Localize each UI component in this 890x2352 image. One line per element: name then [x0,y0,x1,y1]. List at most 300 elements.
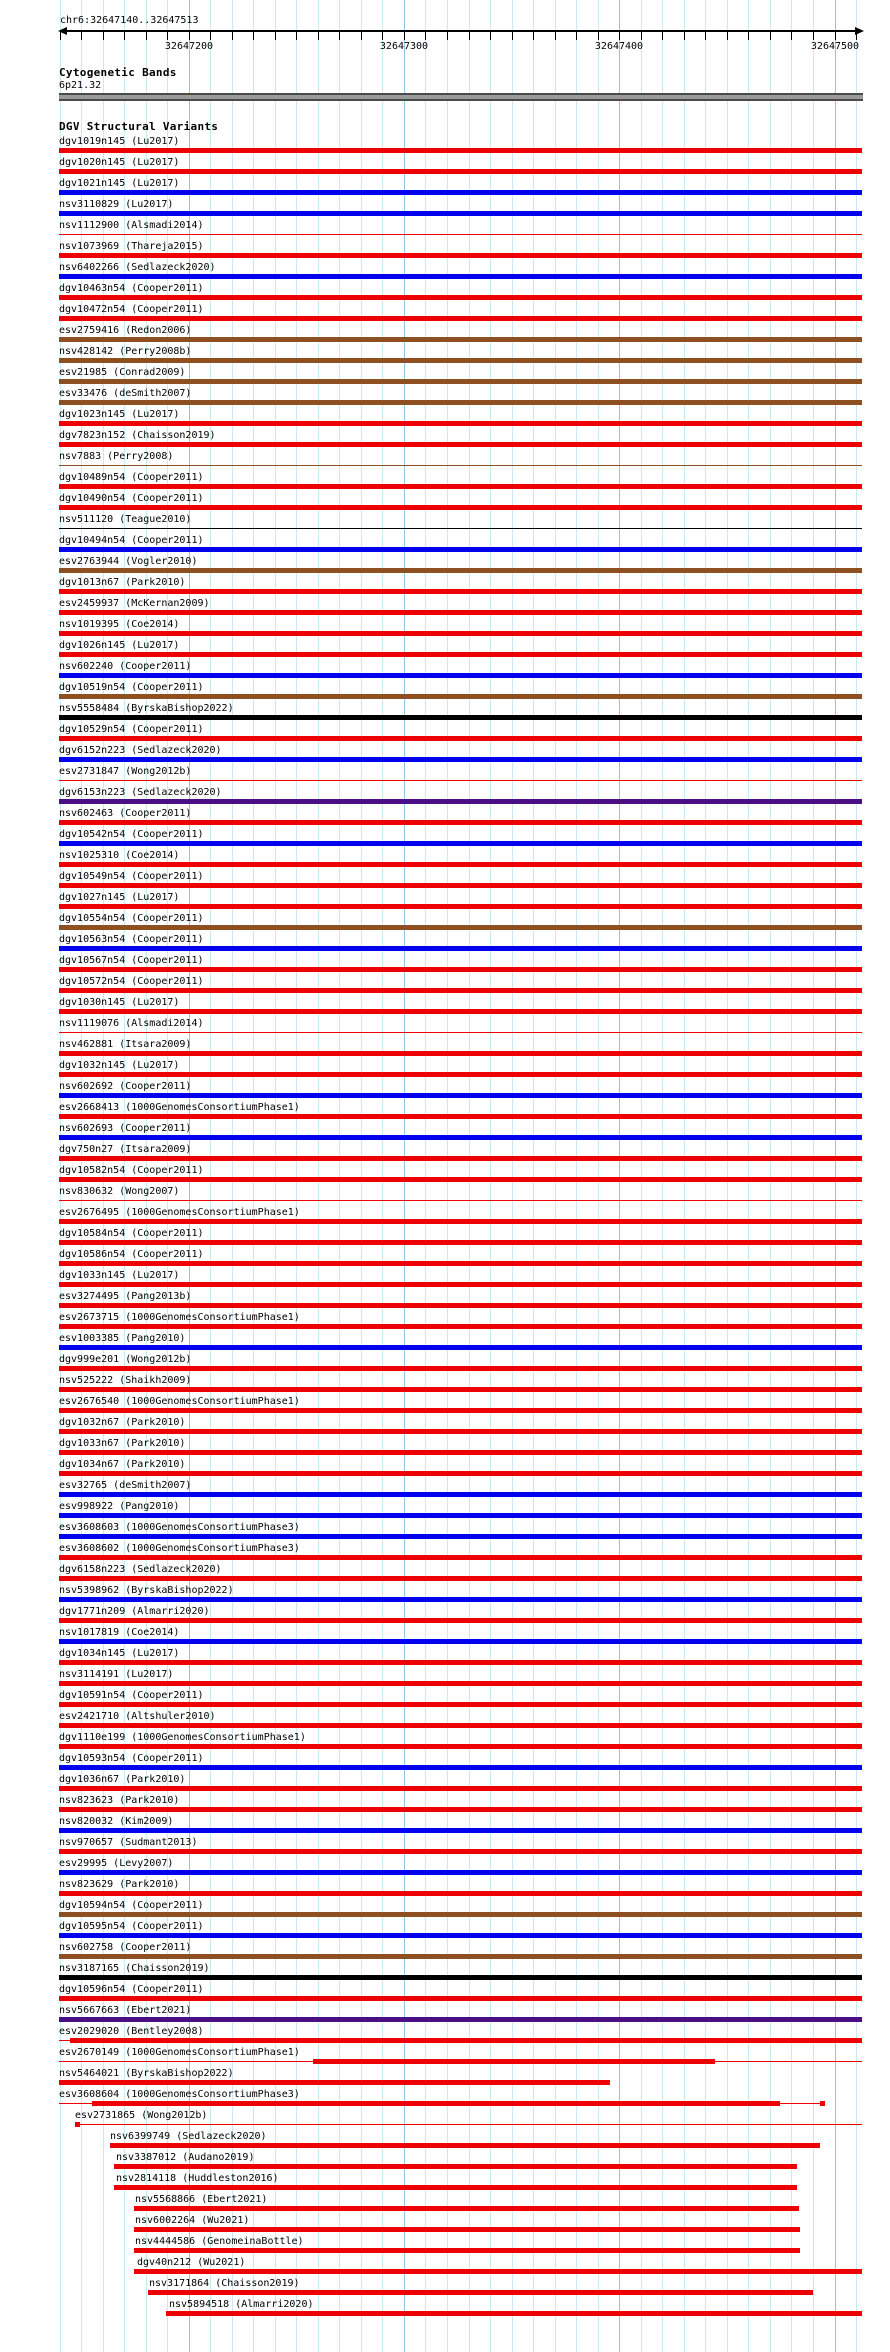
variant-label[interactable]: dgv40n212 (Wu2021) [137,2257,246,2268]
variant-bar[interactable] [59,1513,862,1518]
variant-bar-thin-segment[interactable] [59,1200,862,1201]
variant-bar[interactable] [70,2038,862,2043]
variant-label[interactable]: nsv5667663 (Ebert2021) [59,2005,192,2016]
variant-bar[interactable] [59,484,862,489]
variant-label[interactable]: nsv7883 (Perry2008) [59,451,174,462]
variant-bar[interactable] [59,610,862,615]
variant-label[interactable]: dgv10567n54 (Cooper2011) [59,955,204,966]
variant-row [0,1500,890,1521]
variant-row [0,2067,890,2088]
variant-bar[interactable] [59,1954,862,1959]
variant-bar[interactable] [59,1660,862,1665]
variant-bar[interactable] [59,1366,862,1371]
variant-bar-thin-segment[interactable] [59,2061,313,2062]
variant-label[interactable]: dgv1033n67 (Park2010) [59,1438,186,1449]
variant-label[interactable]: dgv999e201 (Wong2012b) [59,1354,192,1365]
variant-bar-thin-segment[interactable] [59,528,862,529]
ruler-tick [318,32,319,40]
variant-label[interactable]: dgv10596n54 (Cooper2011) [59,1984,204,1995]
variant-row [0,660,890,681]
variant-bar[interactable] [59,505,862,510]
variant-row [0,891,890,912]
variant-label[interactable]: esv2731865 (Wong2012b) [75,2110,208,2121]
variant-label[interactable]: esv2668413 (1000GenomesConsortiumPhase1) [59,1102,300,1113]
variant-bar-thin-segment[interactable] [59,780,862,781]
variant-label[interactable]: esv2763944 (Vogler2010) [59,556,198,567]
variant-row [0,492,890,513]
variant-row [0,366,890,387]
variant-bar[interactable] [59,694,862,699]
variant-bar[interactable] [59,1534,862,1539]
ruler-tick [770,32,771,40]
variant-label[interactable]: dgv10586n54 (Cooper2011) [59,1249,204,1260]
variant-label[interactable]: dgv6158n223 (Sedlazeck2020) [59,1564,222,1575]
variant-label[interactable]: nsv602240 (Cooper2011) [59,661,192,672]
variant-label[interactable]: dgv1036n67 (Park2010) [59,1774,186,1785]
variant-label[interactable]: dgv10594n54 (Cooper2011) [59,1900,204,1911]
variant-label[interactable]: dgv10591n54 (Cooper2011) [59,1690,204,1701]
variant-bar[interactable] [59,295,862,300]
variant-row [0,1731,890,1752]
variant-label[interactable]: nsv602463 (Cooper2011) [59,808,192,819]
variant-label[interactable]: nsv602758 (Cooper2011) [59,1942,192,1953]
variant-row [0,1227,890,1248]
variant-label[interactable]: nsv823629 (Park2010) [59,1879,180,1890]
variant-bar[interactable] [110,2143,820,2148]
variant-label[interactable]: dgv10529n54 (Cooper2011) [59,724,204,735]
variant-row [0,2109,890,2130]
variant-label[interactable]: dgv10582n54 (Cooper2011) [59,1165,204,1176]
ruler-tick [533,32,534,40]
variant-row [0,1962,890,1983]
variant-bar[interactable] [59,253,862,258]
variant-row [0,597,890,618]
variant-label[interactable]: esv2676540 (1000GenomesConsortiumPhase1) [59,1396,300,1407]
variant-label[interactable]: dgv1034n145 (Lu2017) [59,1648,180,1659]
variant-row [0,1836,890,1857]
variant-row [0,1710,890,1731]
variant-label[interactable]: nsv5398962 (ByrskaBishop2022) [59,1585,234,1596]
variant-bar[interactable] [59,967,862,972]
variant-row [0,1017,890,1038]
variant-label[interactable]: nsv525222 (Shaikh2009) [59,1375,192,1386]
variant-bar[interactable] [59,1051,862,1056]
variant-bar[interactable] [59,1261,862,1266]
ruler-tick [210,32,211,40]
variant-row [0,471,890,492]
variant-bar-thin-segment[interactable] [59,1032,862,1033]
variant-row [0,1248,890,1269]
variant-bar[interactable] [59,169,862,174]
variant-bar[interactable] [59,1324,862,1329]
variant-row [0,2088,890,2109]
variant-row [0,1920,890,1941]
variant-row [0,156,890,177]
variant-label[interactable]: esv998922 (Pang2010) [59,1501,180,1512]
variant-row [0,1290,890,1311]
variant-label[interactable]: dgv10490n54 (Cooper2011) [59,493,204,504]
variant-label[interactable]: dgv1026n145 (Lu2017) [59,640,180,651]
variant-label[interactable]: esv2673715 (1000GenomesConsortiumPhase1) [59,1312,300,1323]
variant-bar[interactable] [59,883,862,888]
variant-row [0,1143,890,1164]
variant-label[interactable]: esv29995 (Levy2007) [59,1858,174,1869]
variant-row [0,744,890,765]
variant-bar[interactable] [59,862,862,867]
variant-bar[interactable] [59,316,862,321]
variant-bar[interactable] [59,589,862,594]
variant-bar-thin-segment[interactable] [59,2103,92,2104]
variant-label[interactable]: nsv823623 (Park2010) [59,1795,180,1806]
variant-bar[interactable] [59,1177,862,1182]
variant-row [0,2046,890,2067]
variant-bar[interactable] [134,2227,800,2232]
variant-label[interactable]: dgv1021n145 (Lu2017) [59,178,180,189]
variant-bar-thin-segment[interactable] [59,234,862,235]
variant-bar[interactable] [59,925,862,930]
variant-label[interactable]: dgv10463n54 (Cooper2011) [59,283,204,294]
variant-label[interactable]: nsv5558484 (ByrskaBishop2022) [59,703,234,714]
variant-label[interactable]: dgv10542n54 (Cooper2011) [59,829,204,840]
variant-label[interactable]: nsv6402266 (Sedlazeck2020) [59,262,216,273]
variant-bar[interactable] [59,841,862,846]
variant-bar[interactable] [59,1429,862,1434]
variant-label[interactable]: esv2759416 (Redon2006) [59,325,192,336]
variant-row [0,996,890,1017]
variant-bar[interactable] [59,820,862,825]
variant-bar[interactable] [59,442,862,447]
variant-label[interactable]: nsv820032 (Kim2009) [59,1816,174,1827]
variant-bar[interactable] [59,1072,862,1077]
variant-label[interactable]: esv21985 (Conrad2009) [59,367,186,378]
ruler-tick-label: 32647400 [594,41,644,52]
variant-label[interactable]: esv2670149 (1000GenomesConsortiumPhase1) [59,2047,300,2058]
variant-bar[interactable] [59,1408,862,1413]
variant-row [0,1605,890,1626]
variant-row [0,2235,890,2256]
variant-label[interactable]: dgv1023n145 (Lu2017) [59,409,180,420]
ruler-tick-label: 32647300 [379,41,429,52]
variant-bar[interactable] [59,1597,862,1602]
variant-bar[interactable] [59,1723,862,1728]
variant-bar[interactable] [59,1282,862,1287]
variant-bar[interactable] [59,1240,862,1245]
variant-label[interactable]: nsv1119076 (Alsmadi2014) [59,1018,204,1029]
variant-bar[interactable] [59,1471,862,1476]
variant-label[interactable]: dgv1771n209 (Almarri2020) [59,1606,210,1617]
variant-bar[interactable] [59,1156,862,1161]
variant-label[interactable]: dgv10572n54 (Cooper2011) [59,976,204,987]
variant-bar[interactable] [59,379,862,384]
variant-label[interactable]: esv3608603 (1000GenomesConsortiumPhase3) [59,1522,300,1533]
variant-label[interactable]: dgv1013n67 (Park2010) [59,577,186,588]
variant-label[interactable]: nsv5568866 (Ebert2021) [135,2194,268,2205]
variant-label[interactable]: dgv1034n67 (Park2010) [59,1459,186,1470]
variant-label[interactable]: esv1003385 (Pang2010) [59,1333,186,1344]
variant-bar[interactable] [59,274,862,279]
variant-bar[interactable] [59,1891,862,1896]
variant-label[interactable]: dgv10549n54 (Cooper2011) [59,871,204,882]
variant-row [0,975,890,996]
variant-row [0,912,890,933]
variant-row [0,1122,890,1143]
variant-label[interactable]: nsv6399749 (Sedlazeck2020) [110,2131,267,2142]
variant-row [0,240,890,261]
variant-label[interactable]: esv2421710 (Altshuler2010) [59,1711,216,1722]
variant-label[interactable]: nsv3387012 (Audano2019) [116,2152,255,2163]
variant-label[interactable]: nsv970657 (Sudmant2013) [59,1837,198,1848]
variant-bar[interactable] [114,2185,797,2190]
variant-row [0,198,890,219]
variant-bar[interactable] [114,2164,797,2169]
variant-bar[interactable] [134,2269,862,2274]
variant-row [0,807,890,828]
variant-label[interactable]: esv3608604 (1000GenomesConsortiumPhase3) [59,2089,300,2100]
variant-label[interactable]: esv3274495 (Pang2013b) [59,1291,192,1302]
variant-bar[interactable] [59,652,862,657]
variant-label[interactable]: dgv10494n54 (Cooper2011) [59,535,204,546]
ruler-tick [512,32,513,40]
variant-bar[interactable] [59,1681,862,1686]
variant-bar[interactable] [59,1807,862,1812]
variant-label[interactable]: nsv3114191 (Lu2017) [59,1669,174,1680]
ruler-tick [705,32,706,40]
variant-bar[interactable] [59,2017,862,2022]
ruler-tick [189,32,190,40]
variant-bar[interactable] [59,757,862,762]
variant-bar[interactable] [59,1135,862,1140]
variant-bar[interactable] [59,1639,862,1644]
variant-label[interactable]: dgv10584n54 (Cooper2011) [59,1228,204,1239]
variant-bar[interactable] [59,190,862,195]
variant-label[interactable]: nsv1019395 (Coe2014) [59,619,180,630]
variant-bar[interactable] [59,568,862,573]
variant-label[interactable]: dgv6152n223 (Sedlazeck2020) [59,745,222,756]
variant-row [0,765,890,786]
variant-label[interactable]: dgv10472n54 (Cooper2011) [59,304,204,315]
variant-bar[interactable] [59,337,862,342]
variant-label[interactable]: dgv1019n145 (Lu2017) [59,136,180,147]
variant-label[interactable]: esv2731847 (Wong2012b) [59,766,192,777]
variant-bar[interactable] [59,988,862,993]
variant-bar[interactable] [148,2290,813,2295]
variant-label[interactable]: dgv1030n145 (Lu2017) [59,997,180,1008]
ruler-tick [598,32,599,40]
variant-label[interactable]: dgv1110e199 (1000GenomesConsortiumPhase1) [59,1732,306,1743]
ruler-tick [727,32,728,40]
variant-bar[interactable] [59,1450,862,1455]
variant-row [0,2025,890,2046]
cytoband-bar[interactable] [59,93,863,101]
variant-label[interactable]: esv32765 (deSmith2007) [59,1480,192,1491]
variant-bar[interactable] [59,1303,862,1308]
variant-label[interactable]: dgv10519n54 (Cooper2011) [59,682,204,693]
variant-label[interactable]: dgv1032n145 (Lu2017) [59,1060,180,1071]
variant-label[interactable]: nsv1073969 (Thareja2015) [59,241,204,252]
variant-bar[interactable] [134,2248,800,2253]
variant-row [0,1458,890,1479]
variant-row [0,702,890,723]
variant-bar[interactable] [59,673,862,678]
variant-bar[interactable] [59,1345,862,1350]
variant-bar[interactable] [313,2059,715,2064]
variant-row [0,1983,890,2004]
variant-bar[interactable] [59,799,862,804]
variant-bar[interactable] [59,736,862,741]
variant-label[interactable]: nsv511120 (Teague2010) [59,514,192,525]
variant-label[interactable]: esv2029020 (Bentley2008) [59,2026,204,2037]
variant-label[interactable]: nsv3171864 (Chaisson2019) [149,2278,300,2289]
variant-label[interactable]: nsv2814118 (Huddleston2016) [116,2173,279,2184]
variant-label[interactable]: nsv602692 (Cooper2011) [59,1081,192,1092]
variant-bar-thin-segment[interactable] [59,2040,70,2041]
variant-label[interactable]: dgv10595n54 (Cooper2011) [59,1921,204,1932]
variant-bar[interactable] [59,1555,862,1560]
variant-bar[interactable] [59,547,862,552]
variant-bar[interactable] [59,400,862,405]
ruler-tick [856,32,857,40]
variant-bar[interactable] [59,904,862,909]
ruler-tick [382,32,383,40]
ruler-tick [296,32,297,40]
variant-bar[interactable] [59,1933,862,1938]
variant-row [0,618,890,639]
variant-bar[interactable] [59,1093,862,1098]
variant-row [0,408,890,429]
cytoband-track-title: Cytogenetic Bands [59,66,177,79]
variant-row [0,1878,890,1899]
variant-label[interactable]: nsv5894518 (Almarri2020) [169,2299,314,2310]
variant-label[interactable]: dgv1032n67 (Park2010) [59,1417,186,1428]
variant-row [0,282,890,303]
ruler-tick [339,32,340,40]
variant-label[interactable]: nsv4444586 (GenomeinaBottle) [135,2236,304,2247]
variant-bar-thin-segment[interactable] [780,2103,820,2104]
variant-bar[interactable] [59,1702,862,1707]
ruler-tick [619,32,620,40]
variant-row [0,219,890,240]
ruler-tick [103,32,104,40]
variant-bar[interactable] [59,1912,862,1917]
variant-bar[interactable] [59,715,862,720]
ruler-tick [232,32,233,40]
variant-bar-thin-segment[interactable] [59,465,862,466]
variant-label[interactable]: dgv750n27 (Itsara2009) [59,1144,192,1155]
variant-bar[interactable] [59,421,862,426]
variant-label[interactable]: esv2459937 (McKernan2009) [59,598,210,609]
variant-label[interactable]: dgv10593n54 (Cooper2011) [59,1753,204,1764]
variant-row [0,1437,890,1458]
variant-bar[interactable] [59,1009,862,1014]
variant-label[interactable]: dgv1033n145 (Lu2017) [59,1270,180,1281]
variant-row [0,1101,890,1122]
variant-bar[interactable] [59,1618,862,1623]
variant-label[interactable]: esv3608602 (1000GenomesConsortiumPhase3) [59,1543,300,1554]
variant-label[interactable]: dgv1027n145 (Lu2017) [59,892,180,903]
ruler-tick [275,32,276,40]
variant-label[interactable]: esv33476 (deSmith2007) [59,388,192,399]
variant-label[interactable]: nsv3110829 (Lu2017) [59,199,174,210]
variant-label[interactable]: dgv7823n152 (Chaisson2019) [59,430,216,441]
variant-bar-thin-segment[interactable] [715,2061,862,2062]
variant-bar[interactable] [134,2206,799,2211]
variant-row [0,933,890,954]
ruler-tick [81,32,82,40]
variant-row [0,429,890,450]
variant-label[interactable]: dgv1020n145 (Lu2017) [59,157,180,168]
variant-bar[interactable] [59,1492,862,1497]
variant-label[interactable]: dgv6153n223 (Sedlazeck2020) [59,787,222,798]
variant-label[interactable]: nsv428142 (Perry2008b) [59,346,192,357]
ruler-tick [361,32,362,40]
ruler-tick [791,32,792,40]
variant-label[interactable]: nsv1112900 (Alsmadi2014) [59,220,204,231]
variant-bar[interactable] [59,1849,862,1854]
ruler-tick [425,32,426,40]
variant-bar[interactable] [59,1975,862,1980]
variant-label[interactable]: nsv1025310 (Coe2014) [59,850,180,861]
variant-label[interactable]: nsv3187165 (Chaisson2019) [59,1963,210,1974]
variant-label[interactable]: nsv1017819 (Coe2014) [59,1627,180,1638]
variant-row [0,345,890,366]
variant-bar[interactable] [59,1219,862,1224]
variant-label[interactable]: dgv10563n54 (Cooper2011) [59,934,204,945]
variant-label[interactable]: nsv6002264 (Wu2021) [135,2215,250,2226]
variant-bar[interactable] [59,2080,610,2085]
variant-row [0,1857,890,1878]
variant-label[interactable]: dgv10489n54 (Cooper2011) [59,472,204,483]
variant-bar[interactable] [59,211,862,216]
variant-row [0,2214,890,2235]
variant-bar[interactable] [59,1786,862,1791]
variant-label[interactable]: nsv462881 (Itsara2009) [59,1039,192,1050]
variant-bar[interactable] [59,148,862,153]
variant-label[interactable]: esv2676495 (1000GenomesConsortiumPhase1) [59,1207,300,1218]
variant-bar[interactable] [59,1996,862,2001]
variant-bar[interactable] [59,1765,862,1770]
variant-bar[interactable] [59,1870,862,1875]
variant-bar[interactable] [59,358,862,363]
variant-bar[interactable] [59,1828,862,1833]
variant-bar[interactable] [59,1114,862,1119]
variant-label[interactable]: nsv830632 (Wong2007) [59,1186,180,1197]
variant-bar[interactable] [166,2311,862,2316]
variant-label[interactable]: dgv10554n54 (Cooper2011) [59,913,204,924]
variant-row [0,1374,890,1395]
variant-label[interactable]: nsv602693 (Cooper2011) [59,1123,192,1134]
variant-bar[interactable] [59,1744,862,1749]
dgv-track-title: DGV Structural Variants [59,120,219,133]
variant-bar[interactable] [59,631,862,636]
ruler-tick [555,32,556,40]
variant-row [0,576,890,597]
variant-bar[interactable] [820,2101,825,2106]
variant-bar[interactable] [92,2101,780,2106]
ruler-tick [253,32,254,40]
variant-row [0,1563,890,1584]
variant-bar[interactable] [59,1576,862,1581]
variant-bar[interactable] [59,946,862,951]
variant-bar[interactable] [59,1387,862,1392]
variant-label[interactable]: nsv5464021 (ByrskaBishop2022) [59,2068,234,2079]
variant-row [0,1752,890,1773]
ruler-tick [576,32,577,40]
ruler-tick [662,32,663,40]
variant-bar-thin-segment[interactable] [80,2124,862,2125]
ruler-tick [490,32,491,40]
ruler-tick [60,32,61,40]
ruler-tick [684,32,685,40]
